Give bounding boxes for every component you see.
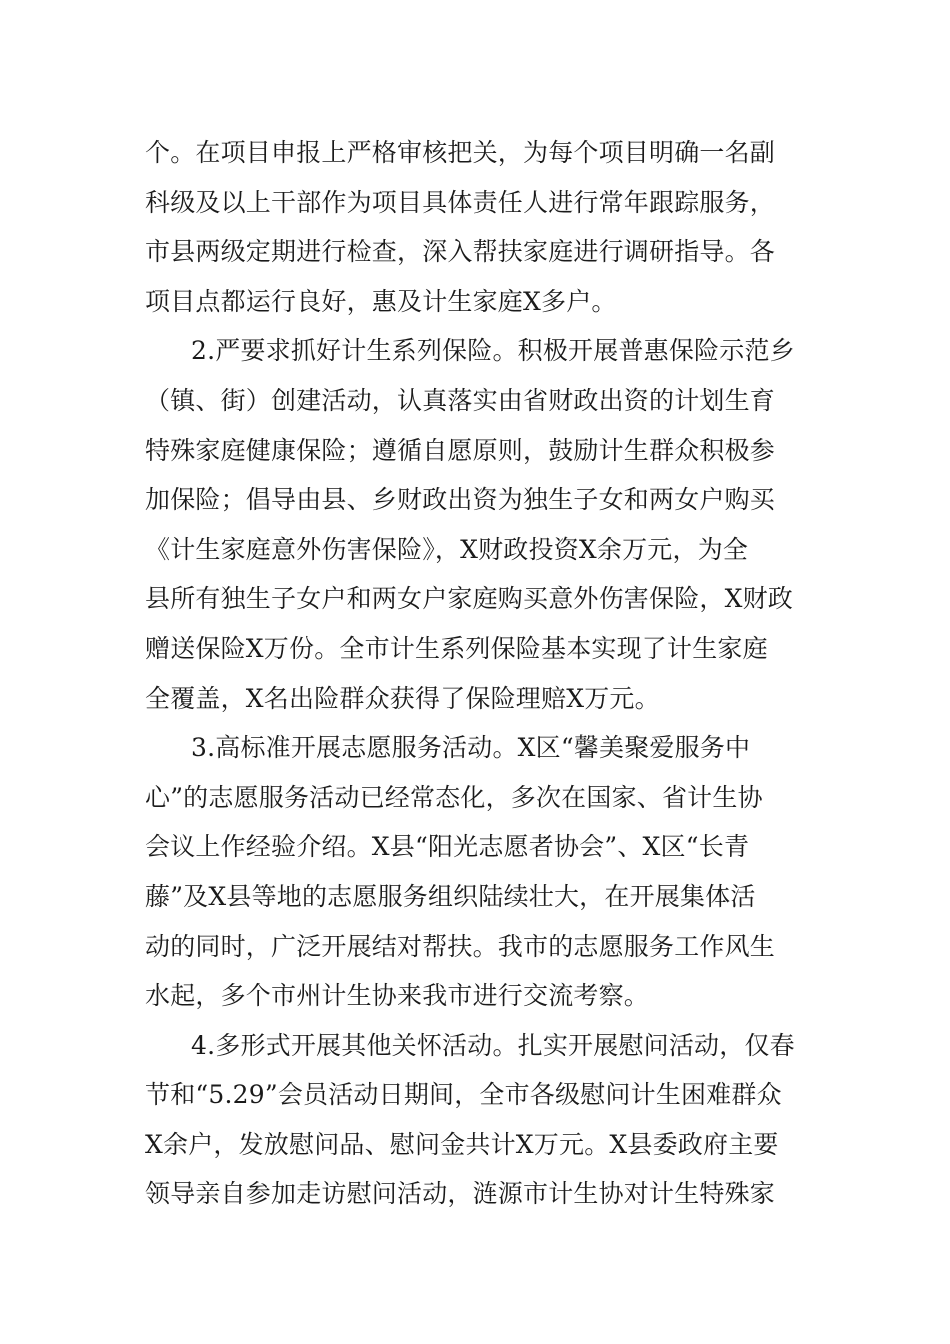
text-line: 全覆盖，X名出险群众获得了保险理赔X万元。 (145, 683, 660, 713)
text-line: 赠送保险X万份。全市计生系列保险基本实现了计生家庭 (145, 633, 768, 663)
text-line: 动的同时，广泛开展结对帮扶。我市的志愿服务工作风生 (145, 931, 776, 961)
text-line: 水起，多个市州计生协来我市进行交流考察。 (145, 981, 650, 1011)
text-line: 加保险；倡导由县、乡财政出资为独生子女和两女户购买 (145, 485, 776, 515)
text-line: 会议上作经验介绍。X县“阳光志愿者协会”、X区“长青 (145, 832, 750, 862)
paragraph-heading-line: 3.高标准开展志愿服务活动。X区“馨美聚爱服务中 (191, 733, 751, 763)
text-line: （镇、街）创建活动，认真落实由省财政出资的计划生育 (145, 385, 776, 415)
text-line: 市县两级定期进行检查，深入帮扶家庭进行调研指导。各 (145, 237, 776, 267)
text-line: 科级及以上干部作为项目具体责任人进行常年跟踪服务， (145, 187, 776, 217)
text-line: 个。在项目申报上严格审核把关，为每个项目明确一名副 (145, 138, 776, 167)
text-line: 领导亲自参加走访慰问活动，涟源市计生协对计生特殊家 (145, 1179, 776, 1209)
text-line: 藤”及X县等地的志愿服务组织陆续壮大，在开展集体活 (145, 881, 756, 911)
document-body (145, 128, 810, 1219)
paragraph-heading-line: 2.严要求抓好计生系列保险。积极开展普惠保险示范乡 (191, 336, 795, 366)
text-line: 特殊家庭健康保险；遵循自愿原则，鼓励计生群众积极参 (145, 435, 776, 465)
text-line: 心”的志愿服务活动已经常态化，多次在国家、省计生协 (145, 782, 763, 812)
text-line: 县所有独生子女户和两女户家庭购买意外伤害保险，X财政 (145, 584, 794, 614)
text-line: 节和“5.29”会员活动日期间，全市各级慰问计生困难群众 (145, 1080, 782, 1110)
paragraph-heading-line: 4.多形式开展其他关怀活动。扎实开展慰问活动，仅春 (191, 1030, 795, 1060)
text-line: X余户，发放慰问品、慰问金共计X万元。X县委政府主要 (145, 1129, 779, 1159)
text-line: 项目点都运行良好，惠及计生家庭X多户。 (145, 286, 617, 316)
text-line: 《计生家庭意外伤害保险》，X财政投资X余万元，为全 (145, 534, 749, 564)
